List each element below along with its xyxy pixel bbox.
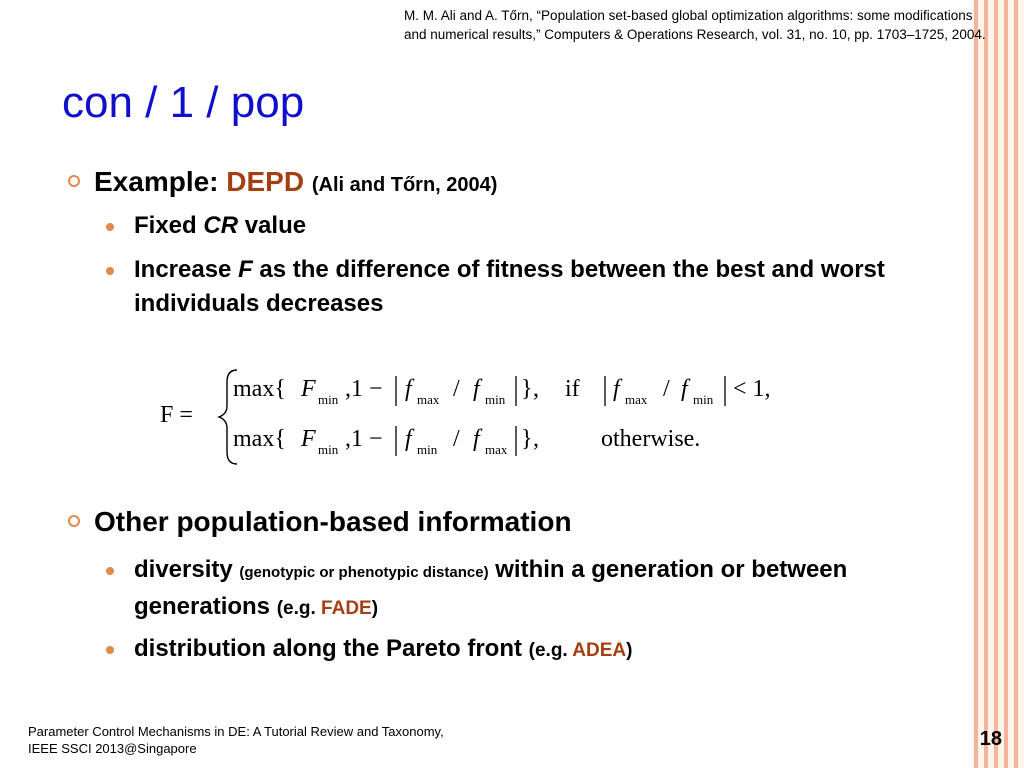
row2-f2: f: [473, 426, 480, 452]
citation-line-2: and numerical results,” Computers & Operations Research, vol. 31, no. 10, pp. 1703–1725, 2004.: [404, 27, 986, 42]
formula: [155, 362, 795, 472]
bullet-text: Increase: [134, 256, 239, 283]
bullet-pareto: [106, 632, 936, 668]
if-word: if: [565, 376, 580, 402]
bullet-text: distribution along the Pareto front: [134, 635, 529, 662]
page-number: 18: [979, 728, 1002, 750]
dot-bullet-icon: [106, 267, 114, 275]
row2-one-minus: ,1 −: [345, 426, 383, 452]
row2-F: F: [301, 426, 316, 452]
method-reference: (Ali and Tőrn, 2004): [311, 174, 498, 196]
row2-close: }: [521, 426, 533, 452]
eg-prefix: (e.g.: [276, 598, 322, 619]
row2-f1: f: [405, 426, 412, 452]
row2-f1-sub: min: [417, 442, 438, 457]
bullet-em: F: [238, 256, 253, 283]
eg-suffix: ): [626, 640, 633, 661]
eg-prefix: (e.g.: [528, 640, 573, 661]
bullet-fixed-cr: [106, 209, 936, 243]
cond-f2-sub: min: [693, 392, 714, 407]
row1-comma: ,: [533, 376, 539, 402]
otherwise-word: otherwise.: [601, 426, 701, 452]
cond-f1-sub: max: [625, 392, 648, 407]
bullet-increase-f: [106, 253, 936, 321]
row1-max: max{: [233, 376, 286, 402]
row2-F-sub: min: [318, 442, 339, 457]
adea-reference: ADEA: [572, 640, 627, 661]
footer-line-2: IEEE SSCI 2013@Singapore: [28, 741, 197, 756]
example-prefix: Example:: [94, 166, 227, 197]
bullet-diversity: [106, 553, 936, 626]
row1-F-sub: min: [318, 392, 339, 407]
footer: [28, 723, 444, 757]
row1-f2: f: [473, 376, 480, 402]
method-name: DEPD: [226, 166, 305, 197]
row2-comma: ,: [533, 426, 539, 452]
row1-slash: /: [453, 376, 460, 402]
row1-f2-sub: min: [485, 392, 506, 407]
cond-f2: f: [681, 376, 688, 402]
dot-bullet-icon: [106, 223, 114, 231]
row1-close: }: [521, 376, 533, 402]
row1-f1-sub: max: [417, 392, 440, 407]
eg-suffix: ): [371, 598, 379, 619]
bullet-text: within a generation or between generations: [134, 556, 848, 620]
footer-line-1: Parameter Control Mechanisms in DE: A Tutorial Review and Taxonomy,: [28, 724, 444, 739]
row1-f1: f: [405, 376, 412, 402]
ring-bullet-icon: [68, 515, 80, 527]
row2-slash: /: [453, 426, 460, 452]
bullet-text: Fixed: [134, 212, 204, 239]
bullet-text: as the difference of fitness between the best and worst individuals decreases: [134, 256, 885, 317]
dot-bullet-icon: [106, 646, 114, 654]
dot-bullet-icon: [106, 567, 114, 575]
row1-F: F: [301, 376, 316, 402]
section-heading: Other population-based information: [94, 506, 572, 537]
section-example: [68, 166, 497, 198]
citation: [404, 6, 1014, 44]
ring-bullet-icon: [68, 175, 80, 187]
section-other-info: [68, 506, 572, 538]
citation-line-1: M. M. Ali and A. Tőrn, “Population set-based global optimization algorithms: some modifications: [404, 8, 973, 23]
row1-one-minus: ,1 −: [345, 376, 383, 402]
row2-max: max{: [233, 426, 286, 452]
bullet-note: (genotypic or phenotypic distance): [239, 564, 489, 581]
slide-title: con / 1 / pop: [62, 78, 305, 127]
cond-lt: < 1,: [733, 376, 771, 402]
bullet-em: CR: [203, 212, 239, 239]
cond-f1: f: [613, 376, 620, 402]
row2-f2-sub: max: [485, 442, 508, 457]
bullet-text: value: [238, 212, 307, 239]
decorative-stripes: [972, 0, 1024, 768]
formula-lhs: F =: [160, 402, 193, 428]
cond-slash: /: [663, 376, 670, 402]
bullet-text: diversity: [134, 556, 240, 583]
fade-reference: FADE: [321, 598, 372, 619]
